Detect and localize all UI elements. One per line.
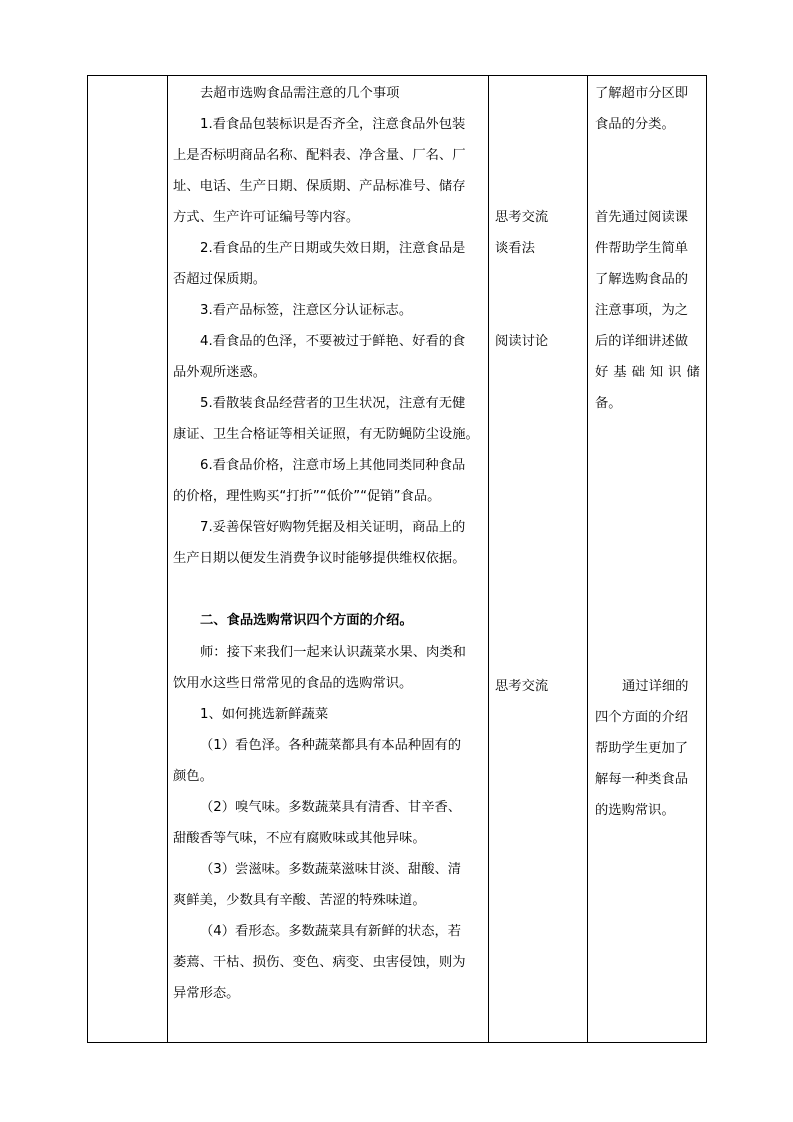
intent-2: 首先通过阅读课 件帮助学生简单 了解选购食品的 注意事项，为之 后的详细讲述做 好基础知识储 备。 <box>595 210 705 411</box>
activity-think-exchange: 思考交流 <box>495 210 549 225</box>
paragraph-1: 1.看食品包装标识是否齐全，注意食品外包装 上是否标明商品名称、配料表、净含量、厂名、厂 址、电话、生产日期、保质期、产品标准号、储存 方式、生产许可证编号等内容。 <box>173 117 466 225</box>
paragraph-12: （3）尝滋味。多数蔬菜滋味甘淡、甜酸、清 爽鲜美，少数具有辛酸、苦涩的特殊味道。 <box>173 862 462 908</box>
activity-read-discuss: 阅读讨论 <box>495 334 549 349</box>
section-heading-four-aspects: 二、食品选购常识四个方面的介绍。 <box>200 613 413 628</box>
column-divider-3 <box>587 76 588 1042</box>
paragraph-13: （4）看形态。多数蔬菜具有新鲜的状态，若 萎蔫、干枯、损伤、变色、病变、虫害侵蚀，则为 异常形态。 <box>173 924 466 1001</box>
table-border-left <box>87 76 88 1042</box>
paragraph-7: 7.妥善保管好购物凭据及相关证明，商品上的 生产日期以便发生消费争议时能够提供维权依据。 <box>173 520 466 566</box>
paragraph-11: （2）嗅气味。多数蔬菜具有清香、甘辛香、 甜酸香等气味，不应有腐败味或其他异味。 <box>173 800 462 846</box>
intent-3: 通过详细的 四个方面的介绍 帮助学生更加了 解每一种类食品 的选购常识。 <box>595 679 689 818</box>
paragraph-3: 3.看产品标签，注意区分认证标志。 <box>200 303 413 318</box>
column-divider-1 <box>167 76 168 1042</box>
paragraph-2: 2.看食品的生产日期或失效日期，注意食品是 否超过保质期。 <box>173 241 466 287</box>
column-divider-2 <box>488 76 489 1042</box>
paragraph-5: 5.看散装食品经营者的卫生状况，注意有无健 康证、卫生合格证等相关证照，有无防蝇防尘设施。 <box>173 396 479 442</box>
table-border-right <box>706 76 707 1042</box>
paragraph-4: 4.看食品的色泽，不要被过于鲜艳、好看的食 品外观所迷惑。 <box>173 334 466 380</box>
intent-1: 了解超市分区即 食品的分类。 <box>595 86 689 132</box>
section-heading-shopping-tips: 去超市选购食品需注意的几个事项 <box>200 86 400 101</box>
activity-discuss-views: 谈看法 <box>495 241 535 256</box>
paragraph-8: 师：接下来我们一起来认识蔬菜水果、肉类和 饮用水这些日常常见的食品的选购常识。 <box>173 645 466 691</box>
paragraph-6: 6.看食品价格，注意市场上其他同类同种食品 的价格，理性购买“打折”“低价”“促销”食品。 <box>173 458 466 504</box>
paragraph-9: 1、如何挑选新鲜蔬菜 <box>200 707 329 722</box>
activity-think-exchange-2: 思考交流 <box>495 679 549 694</box>
paragraph-10: （1）看色泽。各种蔬菜都具有本品种固有的 颜色。 <box>173 738 462 784</box>
